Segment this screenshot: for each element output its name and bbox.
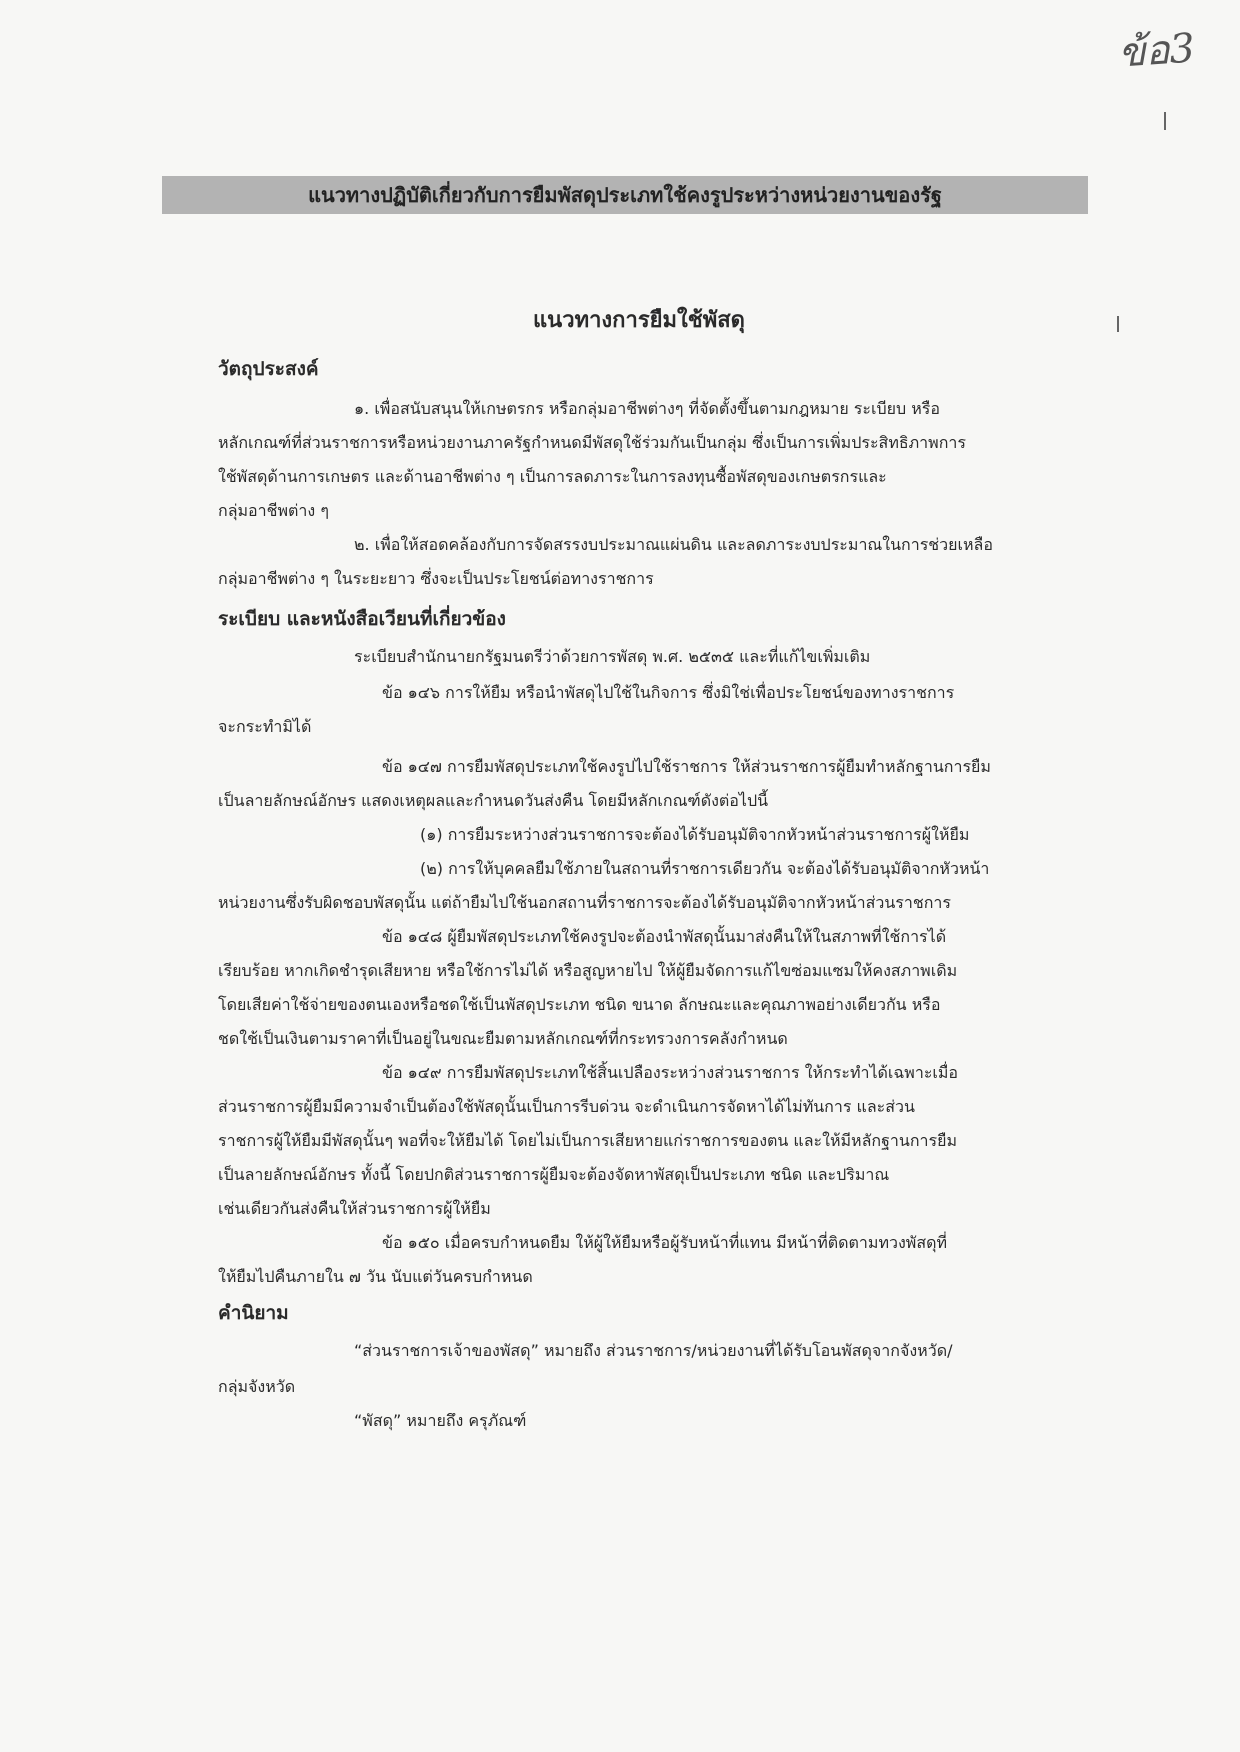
- regulation-line: ชดใช้เป็นเงินตามราคาที่เป็นอยู่ในขณะยืมตามหลักเกณฑ์ที่กระทรวงการคลังกำหนด: [218, 1029, 788, 1048]
- definition-line: กลุ่มจังหวัด: [218, 1377, 296, 1396]
- regulation-line: ระเบียบสำนักนายกรัฐมนตรีว่าด้วยการพัสดุ พ.ศ. ๒๕๓๕ และที่แก้ไขเพิ่มเติม: [354, 647, 871, 666]
- regulation-line: เรียบร้อย หากเกิดชำรุดเสียหาย หรือใช้การไม่ได้ หรือสูญหายไป ให้ผู้ยืมจัดการแก้ไขซ่อมแซมให้คงสภาพเดิม: [218, 961, 958, 980]
- regulation-line: (๒) การให้บุคคลยืมใช้ภายในสถานที่ราชการเดียวกัน จะต้องได้รับอนุมัติจากหัวหน้า: [420, 859, 990, 878]
- regulation-line: ข้อ ๑๔๙ การยืมพัสดุประเภทใช้สิ้นเปลืองระหว่างส่วนราชการ ให้กระทำได้เฉพาะเมื่อ: [382, 1063, 959, 1082]
- regulation-line: (๑) การยืมระหว่างส่วนราชการจะต้องได้รับอนุมัติจากหัวหน้าส่วนราชการผู้ให้ยืม: [420, 825, 970, 844]
- regulation-line: เป็นลายลักษณ์อักษร ทั้งนี้ โดยปกติส่วนราชการผู้ยืมจะต้องจัดหาพัสดุเป็นประเภท ชนิด และปริมาณ: [218, 1165, 890, 1184]
- regulation-line: เช่นเดียวกันส่งคืนให้ส่วนราชการผู้ให้ยืม: [218, 1199, 491, 1218]
- margin-mark: [1164, 112, 1166, 130]
- regulation-line: ส่วนราชการผู้ยืมมีความจำเป็นต้องใช้พัสดุนั้นเป็นการรีบด่วน จะดำเนินการจัดหาได้ไม่ทันการ และส่วน: [218, 1097, 915, 1116]
- regulation-line: หน่วยงานซึ่งรับผิดชอบพัสดุนั้น แต่ถ้ายืมไปใช้นอกสถานที่ราชการจะต้องได้รับอนุมัติจากหัวหน้าส่วนราชการ: [218, 893, 951, 912]
- regulation-line: ข้อ ๑๔๖ การให้ยืม หรือนำพัสดุไปใช้ในกิจการ ซึ่งมิใช่เพื่อประโยชน์ของทางราชการ: [382, 683, 955, 702]
- page-mark-handwritten: ข้อ3: [1116, 25, 1197, 77]
- regulation-line: เป็นลายลักษณ์อักษร แสดงเหตุผลและกำหนดวันส่งคืน โดยมีหลักเกณฑ์ดังต่อไปนี้: [218, 791, 769, 810]
- regulation-line: ให้ยืมไปคืนภายใน ๗ วัน นับแต่วันครบกำหนด: [218, 1267, 533, 1286]
- definition-line: “พัสดุ” หมายถึง ครุภัณฑ์: [354, 1411, 527, 1430]
- paragraph-line: หลักเกณฑ์ที่ส่วนราชการหรือหน่วยงานภาครัฐกำหนดมีพัสดุใช้ร่วมกันเป็นกลุ่ม ซึ่งเป็นการเพิ่มประสิทธิภาพการ: [218, 433, 966, 452]
- section-heading-objectives: วัตถุประสงค์: [218, 358, 319, 380]
- document-banner: แนวทางปฏิบัติเกี่ยวกับการยืมพัสดุประเภทใช้คงรูประหว่างหน่วยงานของรัฐ: [162, 176, 1088, 214]
- regulation-line: ข้อ ๑๔๘ ผู้ยืมพัสดุประเภทใช้คงรูปจะต้องนำพัสดุนั้นมาส่งคืนให้ในสภาพที่ใช้การได้: [382, 927, 947, 946]
- regulation-line: ราชการผู้ให้ยืมมีพัสดุนั้นๆ พอที่จะให้ยืมได้ โดยไม่เป็นการเสียหายแก่ราชการของตน และให้มีหลักฐานการยืม: [218, 1131, 958, 1150]
- regulation-line: โดยเสียค่าใช้จ่ายของตนเองหรือชดใช้เป็นพัสดุประเภท ชนิด ขนาด ลักษณะและคุณภาพอย่างเดียวกัน หรือ: [218, 995, 941, 1014]
- paragraph-line: ๑. เพื่อสนับสนุนให้เกษตรกร หรือกลุ่มอาชีพต่างๆ ที่จัดตั้งขึ้นตามกฎหมาย ระเบียบ หรือ: [354, 399, 940, 418]
- regulation-line: จะกระทำมิได้: [218, 717, 312, 736]
- section-heading-regulations: ระเบียบ และหนังสือเวียนที่เกี่ยวข้อง: [218, 608, 506, 630]
- section-heading-definitions: คำนิยาม: [218, 1302, 289, 1324]
- paragraph-line: กลุ่มอาชีพต่าง ๆ: [218, 501, 329, 520]
- paragraph-line: ๒. เพื่อให้สอดคล้องกับการจัดสรรงบประมาณแผ่นดิน และลดภาระงบประมาณในการช่วยเหลือ: [354, 535, 993, 554]
- regulation-line: ข้อ ๑๕๐ เมื่อครบกำหนดยืม ให้ผู้ให้ยืมหรือผู้รับหน้าที่แทน มีหน้าที่ติดตามทวงพัสดุที่: [382, 1233, 948, 1252]
- definition-line: “ส่วนราชการเจ้าของพัสดุ” หมายถึง ส่วนราชการ/หน่วยงานที่ได้รับโอนพัสดุจากจังหวัด/: [354, 1341, 953, 1360]
- paragraph-line: กลุ่มอาชีพต่าง ๆ ในระยะยาว ซึ่งจะเป็นประโยชน์ต่อทางราชการ: [218, 569, 654, 588]
- regulation-line: ข้อ ๑๔๗ การยืมพัสดุประเภทใช้คงรูปไปใช้ราชการ ให้ส่วนราชการผู้ยืมทำหลักฐานการยืม: [382, 757, 991, 776]
- paragraph-line: ใช้พัสดุด้านการเกษตร และด้านอาชีพต่าง ๆ เป็นการลดภาระในการลงทุนซื้อพัสดุของเกษตรกรและ: [218, 467, 887, 486]
- margin-mark: [1117, 316, 1119, 332]
- page-title: แนวทางการยืมใช้พัสดุ: [533, 308, 745, 333]
